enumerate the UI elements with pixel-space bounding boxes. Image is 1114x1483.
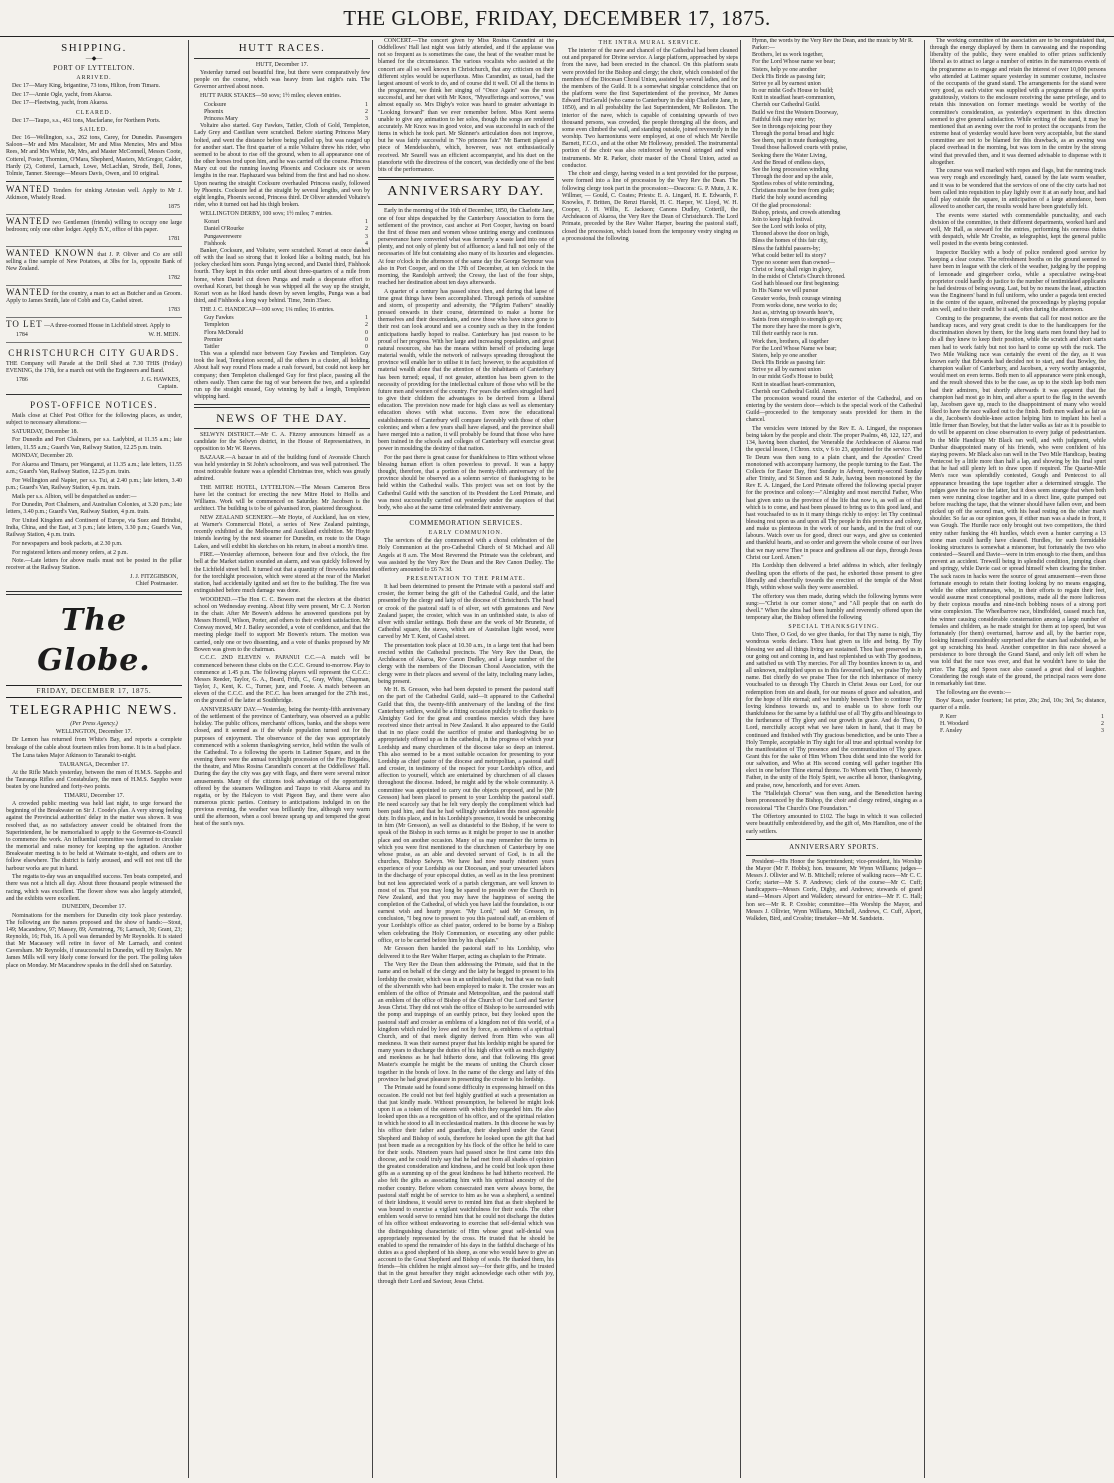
sports-paras-a bbox=[746, 859, 922, 923]
race-report: Banker, Cocksure, and Voltaire, were scratched. Korari at once dashed off with the lead so strong that it looked like a bolting match, but his jockey checked him soon. Punga lying second, and Daniel third, Fishhook fourth. They kept in this order until about three-quarters of a mile from home, when Daniel cut down Punga and made a desperate effort to overhaul Korari, but though he was whipped all the way up the straight, Korari won as he liked hands down by seven lengths, Punga was a bad third, and Fishhook a long way behind. Time, 3min 35sec. bbox=[194, 247, 370, 304]
race-report: Voltaire also started. Guy Fawkes, Tattler, Cloth of Gold, Templeton, Lady Grey and Castilian were scratched. Before starting Princess Mary bolted, and went the distance before being pulled up, but was ranged up for another start. The first quarter of a mile Voltaire threw his rider, who seemed to be about to rise off the ground, when to all appearance one of the other horses trod upon him, and he was carried off the course. Princess Mary cut out the running leaving Phoenix and Cocksure six or seven lengths in the rear. Haphazard was behind from the first and had no show. Upon nearing the straight Cocksure overhauled Princess easily, followed by Phoenix. Cocksure led at the straight by several lengths, and won by eight lengths, Phoenix second, Princess third. Dr Oliver attended Voltaire's rider, who it turned out had his thigh broken. bbox=[194, 123, 370, 208]
result-name: P. Kerr bbox=[940, 714, 957, 721]
result-name: F. Ansley bbox=[940, 728, 963, 735]
early-communion-heading: EARLY COMMUNION. bbox=[428, 530, 504, 537]
postoffice-paragraph: For Wellington and Napier, per s.s. Tui, at 2.40 p.m.; late letters, 3.40 p.m.; Guard's Van, Railway Station, 4 p.m. train. bbox=[6, 477, 182, 491]
result-name: Flora McDonald bbox=[204, 329, 244, 336]
hymn-line: Bless the homes of this fair city, bbox=[752, 238, 828, 245]
telegram-dateline: TIMARU, December 17. bbox=[63, 793, 125, 799]
telegram-paragraph: At the Rifle Match yesterday, between the men of H.M.S. Sappho and the Tauranga Rifles and Constabulary, the men of H.M.S. Sappho were beaten by one hundred and forty-two points. bbox=[6, 770, 182, 791]
advert-number: 1783 bbox=[168, 306, 180, 313]
hymn-line: For the Lord Whose name we bear; bbox=[752, 59, 836, 66]
column-2 bbox=[194, 38, 370, 1478]
postoffice-paragraph: MONDAY, December 20. bbox=[12, 453, 74, 460]
telegram-paragraph: Dr Lemon has returned from White's Bay, and reports a complete breakage of the cable about fourteen miles from home. It is in a bad place. bbox=[6, 737, 182, 751]
news-paras bbox=[194, 432, 370, 829]
hymn-line: Build we first the Western Doorway, bbox=[752, 109, 839, 116]
shipping-entry: Dec 17—Annie Ogle, yacht, from Akaroa. bbox=[12, 91, 113, 98]
result-row bbox=[194, 109, 370, 116]
column-rule bbox=[188, 40, 189, 1478]
postoffice-rank: Chief Postmaster. bbox=[135, 581, 178, 588]
result-row bbox=[194, 337, 370, 344]
result-name: Princess Mary bbox=[204, 116, 238, 123]
advert-head: TO LET bbox=[6, 319, 43, 330]
race-report: This was a splendid race between Guy Fawkes and Templeton. Guy took the lead, Templeton second, all the others in a cluster, all holding. About half way round Flora made a rush forward, but could not keep her company; then Templeton challenged Guy for first place, passing all the others easily. Then came the tug of war between the two, and a splendid run up the straight ensued, Guy winning by half a length, Templeton whipping hard. bbox=[194, 351, 370, 401]
postoffice-intro: Mails close at Chief Post Office for the following places, as under, subject to necessary alterations:— bbox=[6, 413, 182, 427]
sailed-label: SAILED. bbox=[79, 126, 109, 133]
hymn-line: From works done, new works to do; bbox=[752, 302, 838, 309]
service-paragraph: The versicles were intoned by the Rev E. A. Lingard, the responses being taken by the people and choir. The proper Psalms, 48, 122, 127, and 134, having been chanted, the Venerable the Archdeacon of Akaroa read the special lesson, I Chron. xxix, v 6 to 23, appointed for the service. The Te Deum was then sung to a plain chant, and the Apostles' Creed monotoned with accompany harmony, the people turning to the East. The Collects for Easter Day, first Sunday in Advent, twenty-second Sunday after Trinity, and St Simon and St Jude, having been monotoned by the Rev E. A. Lingard, the Lord Primate offered the following special prayer for the province and colony:—"Almighty and most merciful Father, Who hast given unto us the province of the life that now is, as well as of that which is to come, and hast been pleased to bring us to this good land, and hast vouchsafed to us in it many things richly to enjoy: let Thy continual blessing rest upon us and upon all Thy people in this province and colony, and make us plenteous in the work of our hands, and in the fruit of our labours. Watch over us for good, direct our ways, and give us contented and thankful hearts, and so order and govern the whole course of our lives that we may serve Thee in peace and godliness all our days, through Jesus Christ our Lord. Amen." bbox=[746, 425, 922, 561]
result-name: Guy Fawkes bbox=[204, 315, 234, 322]
result-name: Templeton bbox=[204, 322, 230, 329]
sports-paragraph: The following are the events:— bbox=[936, 689, 1011, 696]
hymn-line: Through the door and up the aisle, bbox=[752, 173, 833, 180]
cleared-label: CLEARED. bbox=[75, 109, 113, 116]
hymn-line: Knit in steadfast heart-communion, bbox=[752, 95, 836, 102]
advert-body: that J. P. Oliver and Co are still selling a fine sample of New Potatoes, at 3lbs for 1s, opposite Bank of New Zealand. bbox=[6, 251, 182, 273]
press-agency: (Per Press Agency.) bbox=[70, 721, 118, 728]
hymn-line: Till their earthly race is run. bbox=[752, 331, 818, 338]
special-paras bbox=[746, 632, 922, 835]
advert-signature: W. H. MEIN. bbox=[148, 331, 180, 338]
hymn-line: Strive ye all by earnest union bbox=[752, 367, 821, 374]
advert-footer bbox=[6, 307, 182, 314]
guards-notice: THE Company will Parade at the Drill Shed at 7.30 THIS (Friday) EVENING, the 17th, for a march out with the Engineers and Band. bbox=[6, 360, 182, 375]
result-place: 1 bbox=[1101, 714, 1104, 721]
cleared-list bbox=[6, 118, 182, 125]
result-name: Phoenix bbox=[204, 108, 224, 115]
news-paragraph: ANNIVERSARY DAY.—Yesterday, being the twenty-fifth anniversary of the settlement of the province of Canterbury, was observed as a public holiday. The public offices, merchants' offices, banks, and the shops were closed, and it seemed as if the whole population turned out for the purposes of enjoyment. The observance of the day was appropriately commenced with a solemn thanksgiving service, held within the walls of the Cathedral. To a following the sports in Latimer Square, and in the evening there were the annual torchlight procession of the Fire Brigades, the theatre, and Miss Rosina Carandini's concert at the Oddfellows' Hall. During the day the city was gay with flags, and there were several minor amusements. Many of the citizens took advantage of the opportunity offered by the steamers Wellington and Taupo to visit Akaroa and its regatta, or by the Halcyon to visit Pigeon Bay, and there were also numerous picnic parties. Contrary to anticipations indulged in on the previous evening, the weather was brilliantly fine, although very warm until the afternoon, when a cool breeze sprang up and tempered the great heat of the sun's rays. bbox=[194, 706, 370, 828]
telegram-dateline: WELLINGTON, December 17. bbox=[55, 729, 133, 736]
result-name: Pungawerewere bbox=[204, 233, 242, 240]
advert-footer bbox=[6, 332, 182, 339]
intra-mural-heading: THE INTRA MURAL SERVICE. bbox=[598, 40, 702, 46]
hymn-line: Brothers, let us work together, bbox=[752, 52, 824, 59]
hymn-line: Of the glad processional: bbox=[752, 202, 812, 209]
news-paragraph: THE MITRE HOTEL, LYTTELTON.—The Messrs Cameron Bros have let the contract for erecting the new Mitre Hotel to Hollis and Williams. Work will be commenced on Saturday. Mr Jacobsen is the architect. The building is to be of galvanised iron, plastered throughout. bbox=[194, 484, 370, 513]
news-paragraph: C.C.C. 2ND ELEVEN v. PAPANUI C.C.—A match will be commenced between these clubs on the C.C.C. Ground to-morrow. Play to commence at 1.45 p.m. The following players will represent the C.C.C.: Messrs Reeder, Taylor, G. A., Beard, Frith, C., Gray, White, Chapman, Taylor, J., Kent, K. C., Turner, junr, and Foote. A match between an eleven of the C.C.C. and the P.C.C. has been arranged for the 27th inst., on the ground of the latter at Southbridge. bbox=[194, 655, 370, 705]
postoffice-signature: J. J. FITZGIBBON, bbox=[130, 574, 178, 581]
anniversary-paras bbox=[378, 208, 554, 512]
result-row bbox=[194, 344, 370, 351]
hymn-line: Faithful folk may enter by; bbox=[752, 116, 816, 123]
hymn-line: Tread those hallowed courts with praise, bbox=[752, 145, 848, 152]
hymn-line: Just as, striving up towards heav'n, bbox=[752, 309, 835, 316]
advert-footer bbox=[6, 204, 182, 211]
shipping-heading: SHIPPING. bbox=[61, 42, 127, 54]
guards-heading: CHRISTCHURCH CITY GUARDS. bbox=[8, 347, 180, 358]
advert-body: for the country, a man to act as Butcher and as Groom. Apply to James Smith, late of Cobb and Co, Cashel street. bbox=[6, 291, 182, 305]
sports-paras-b bbox=[930, 38, 1106, 713]
hymn-line: And the Bread of endless days, bbox=[752, 159, 826, 166]
race-results bbox=[194, 315, 370, 351]
advert-body: two Gentlemen (friends) willing to occupy one large bedroom; only one other lodger. Apply B.Y., office of this paper. bbox=[6, 220, 182, 234]
result-place: 0 bbox=[365, 329, 368, 336]
sports-paragraph: Inspector Buckley with a body of police rendered good service by keeping a clear course. The refreshment booths on the ground seemed to have been in league with the clerk of the weather, judging by the popping of lemonade and gingerbeer corks, while a speculative swing-boat proprietor could hardly do justice to the number of tentimidated applicants he had desirous of being swung. Last, but by no means the least, attraction was the Engineers' band in full uniform, who under a pagoda tent erected in the centre of the square, enlivened the proceedings by playing popular airs well, and to their credit be it said, often during the afternoon. bbox=[930, 250, 1106, 314]
divider bbox=[6, 591, 182, 595]
divider bbox=[746, 855, 922, 856]
advertisements bbox=[6, 185, 182, 343]
hymn-line: Strive ye all by earnest union bbox=[752, 80, 821, 87]
intra-paragraph: The choir and clergy, having vested in a tent provided for the purpose, were formed into a line of procession by the Very Rev the Dean. The following clergy took part in the procession:—Deacons: G. P. Mutu, J. K. Willmer, — Gould, C. Coates; Priests: E. A. Lingard, H. E. Edwards, F. Knowles, F. Britten, De Renzi Harold, H. C. Harper, W. Lloyd, W. H. Cooper, J. H. Willis, E. Jackson; Canons Dudley, Cotterill, the Archdeacon of Akaroa, the Very Rev the Dean of Christchurch. The Lord Primate, preceded by the Rev Walter Harper, bearing the pastoral staff, closed the procession, which issued from the temporary vestry singing as a processional the following bbox=[562, 171, 738, 242]
advert-number: 1875 bbox=[168, 203, 180, 210]
intra-paras bbox=[562, 48, 738, 243]
divider bbox=[194, 428, 370, 429]
result-place: 0 bbox=[365, 336, 368, 343]
hymn-line: Deck His Bride as passing fair: bbox=[752, 360, 826, 367]
hymn-line: Cherish our Cathedral Guild. bbox=[752, 102, 821, 109]
hymn-line: In His Name we will pursue bbox=[752, 288, 819, 295]
sports-heading: ANNIVERSARY SPORTS. bbox=[789, 842, 879, 851]
hymn-line: See the long procession winding bbox=[752, 166, 829, 173]
advert-head: WANTED bbox=[6, 184, 50, 195]
presentation-paragraph: The Very Rev the Dean then addressing the Primate, said that in the name and on behalf of the clergy and the laity he begged to present to his lordship the crosier, which was in an unfinished state, but that was no fault of the silversmith who had been employed to make it. The crosier was an emblem of the office of Primate and Metropolitan, and the pastoral staff an emblem of the office of Bishop of the Church of Our Lord and Savior Jesus Christ. They did not wish the office of Bishop to be surrounded with the pomp and trappings of an earthly prince, but they looked upon the pastoral staff and crosier as emblems of a kingdom not of this world, of a kingdom which ruled by love and not by force, as emblems of a spiritual Church, and of that meek dignity derived from Him who was all meekness. It was their earnest prayer that his lordship might be spared for many years to discharge the duties of his high office with as much dignity and meekness as he had hitherto done, and that following His great Master's example he might be the means of uniting the Church closer together in the bonds of love. In the name of the clergy and laity of this province he had great pleasure in presenting the crosier to his lordship. bbox=[378, 962, 554, 1083]
result-name: Cocksure bbox=[204, 101, 227, 108]
hymn-line: In the midst of Christ's Church throned. bbox=[752, 274, 846, 281]
telegram-paragraph: Nominations for the members for Dunedin city took place yesterday. The following are the names proposed and the show of hands:—Stout, 149; Macandrew, 97; Massey, 89; Armstrong, 76; Larnach, 30; Grant, 23; Reynolds, 16; Fish, 16. A poll was demanded by Mr Reynolds. It is stated that Mr Macassey will retire in favor of Mr Larnach, and contest Caversham. Mr Reynolds, if unsuccessful in Dunedin, will try Roslyn. Mr James Mills will very likely come forward for the port. The polling takes place on Monday. Mr Macandrew speaks in the drill shed on Saturday. bbox=[6, 912, 182, 969]
result-name: Fishhook bbox=[204, 240, 226, 247]
presentation-paragraph: The Primate said he found some difficulty in expressing himself on this occasion. He could not but feel highly gratified at such a presentation as that just kindly made. Without presumption, he believed he might look upon it as a token of the esteem with which they regarded him. He also looked upon this as a recognition of his office, and of the spiritual relation in which he stood to all in ecclesiastical matters. In this diocese he was by his office their father and guardian, their shepherd under the Great Shepherd and Bishop of souls, therefore he looked upon the gift that had just been made as a recognition by his flock of the office he held to care for their souls. Nineteen years had passed since he first came into this diocese, and he could truly say that he had met from all shades of opinion the greatest consideration and kindness, and he could but look upon these gifts as a summing up of the great kindness he had hitherto received. He also felt the gifts as associating him with his spiritual ancestry of the mother country. Before whom consecrated men were always borne, the pastoral staff might be of service to him as he was a shepherd, a sentinel of their kindness, it would serve to remind him that as their shepherd he was bound to exercise a vigilant watchfulness for their souls. The other emblem would serve to remind him that he could not discharge the duties of his office without endeavoring to exercise that self-denial which was the distinguishing characteristic of Him whose great self-denial was appropriately represented by the cross. He trusted that he should be enabled to spend the remainder of his days in the faithful discharge of his duties as a good shepherd of his sheep, as one who would have to give an account to the Great Shepherd and Bishop of souls. He thanked them, his friends—his children he might almost say—for their gifts, and he trusted that in the great hereafter they might acknowledge each other with joy, through their Lord and Saviour, Jesus Christ. bbox=[378, 1085, 554, 1285]
presentation-paragraph: Mr H. B. Gresson, who had been deputed to present the pastoral staff on the part of the Cathedral Guild, said—It appeared to the Cathedral Guild that this, the twenty-fifth anniversary of the landing of the first Canterbury settlers, would be a fitting occasion publicly to offer thanks to Almighty God for the great and countless mercies which they have received since their arrival in New Zealand. It also appeared to the Guild that in no place could the sacrifice of praise and thanksgiving be so appropriately offered up as in the cathedral, in the progress of which your Lordship and many churchmen of the diocese take so deep an interest. This also seemed to be a most suitable occasion for presenting to your Lordship as chief pastor of the diocese and metropolitan, a pastoral staff and crosier, in testimony of the respect for your Lordship's office, and affection to yourself, which are entertained by churchmen of all classes throughout the diocese. Indeed, he might add by the whole community. A committee was appointed to carry out the objects proposed, and he (Mr Gresson) had been placed to present to your Lordship the pastoral staff. He need scarcely say that he felt very deeply the compliment which had been paid him, and that he had willingly undertaken this most agreeable duty. In this place, and in his Lordship's presence, it would be unbecoming in him (Mr Gresson), as well as distasteful to the Bishop, if he were to speak of the Bishop in such terms as it might be proper to use in another place and on another occasion. Many of us may remember the terms in which you were first mentioned to the churchmen of Canterbury by one whose praise, as an able and devoted servant of God, is in all the churches, Bishop Selwyn. We have had now nearly nineteen years experience of your Lordship as our Diocesan, and your unwearied labors in the discharge of your episcopal duties, as well as in the less prominent but not less appreciated work of a parish clergyman, are well known to most of us. That you may long be spared to preside over the Church in New Zealand, and that you may have the happiness of seeing the completion of the Cathedral, of which you have laid the foundation, is our earnest wish and hearty prayer. "My Lord," said Mr Gresson, in conclusion, "I beg now to present to you this pastoral staff, an emblem of your Lordship's office as chief pastor, ordered to be borne by a Bishop when celebrating the Holy Communion, or executing any other public office, or to be carried before him by his chaplain." bbox=[378, 687, 554, 944]
advert-head: WANTED bbox=[6, 287, 50, 298]
advert-head: WANTED bbox=[6, 216, 50, 226]
special-paragraph: Unto Thee, O God, do we give thanks, for that Thy name is nigh, Thy wondrous works declare. Thou hast given us life and being. By Thy blessing we and all things living are sustained. Thou hast preserved us in our going out and coming in, and hast replenished us with Thy goodness, and satisfied us with Thy mercies. For all Thy bounties known to us, and all unknown, multiplied upon us in this favoured land, we praise Thy holy name. But chiefly do we praise Thee for the rich inheritance of mercy vouchsafed to us through Thy Church in Christ Jesus our Lord, for our redemption from sin and death, for our means of grace and salvation, and for the hope of life eternal; and we humbly beseech Thee to continue Thy loving kindness towards us, and to enable us to show forth our thankfulness for the same by a faithful use of all Thy gifts and blessings to the furtherance of Thy glory and our growth in grace. And do Thou, O Lord, mercifully accept what we have taken in hand, that it may be continued and finished with Thy gracious benediction, and be unto Thee a Holy Temple, acceptable in Thy sight for all true and spiritual worship for the manifestation of Thy presence and the communication of Thy grace. Grant this for the sake of Him Whom Thou didst send into the world for our salvation, and Who at His second coming will gather together His elect in one before Thine eternal throne. To Whom with Thee, O heavenly Father, in the unity of the Holy Spirit, we ascribe all honor, thanksgiving, and praise, now, henceforth, and for ever. Amen. bbox=[746, 632, 922, 789]
advert bbox=[6, 249, 182, 286]
column-rule bbox=[372, 40, 373, 1478]
hymn-lines bbox=[746, 38, 922, 396]
hymn-line: In our midst God's House to build; bbox=[752, 88, 834, 95]
service-paragraph: The procession wound round the exterior of the Cathedral, and on entering by the western door—which is the special work of the Cathedral Guild—proceeded to the temporary seats provided for them in the chancel. bbox=[746, 395, 922, 424]
advert-body: —A three-roomed House in Lichfield street. Apply to bbox=[44, 323, 171, 330]
news-paragraph: FIRE.—Yesterday afternoon, between four and five o'clock, the fire bell at the Market station sounded an alarm, and was quickly followed by the Lichfield street bell. It turned out that a quantity of fireworks intended for the torchlight procession, which were stored at the rear of the Market station, had accidentally ignited and set fire to the building. The fire was extinguished before much damage was done. bbox=[194, 552, 370, 594]
anniversary-paragraph: A quarter of a century has passed since then, and during that lapse of time great things have been accomplished. Through periods of sunshine and storm, of prosperity and adversity, the "Pilgrim Fathers" steadily pressed onwards in their course, determined to make a home for themselves and their descendants, and now those who have since gone to their rest can look around and see a country such as they in the fondest anticipations hardly hoped to realise. Canterbury has just reason to be proud of her progress. With her large and increasing population, and great natural resources, she has the means within herself of producing large material wealth, while the network of railways spreading throughout the province will enable her to utilise it in fact; however, to the acquisition of material wealth alone that the attention of the inhabitants of Canterbury has been turned; equal, if not greater, attention has been given to the necessity of providing for the intellectual culture of those who will be the future men and women of the country. For years the settlers struggled hard to give their children the advantages to be derived from a liberal education. The provision now made for high class as well as elementary education shows with what success. Even now the educational establishments of Canterbury will compare favorably with those of other colonies; and when a few years shall have elapsed, and the province shall have merged into a nation, it will probably be found that those who have been trained in the schools and colleges of Canterbury will exercise great power in moulding the destiny of that nation. bbox=[378, 288, 554, 453]
postoffice-paragraph: Mails per s.s. Albion, will be despatched as under:— bbox=[12, 493, 137, 500]
service-paragraph: His Lordship then delivered a brief address in which, after feelingly dwelling upon the efforts of the past, he exhorted those present to give liberally and cheerfully towards the erection of the temple of the Most High, within whose walls they were assembled. bbox=[746, 563, 922, 591]
postoffice-paragraph: For registered letters and money orders, at 2 p.m. bbox=[12, 549, 128, 556]
hymn-line: Hark! the holy sound ascending bbox=[752, 195, 827, 202]
sports-paragraph: Boys' Race, under fourteen; 1st prize, 20s; 2nd, 10s; 3rd, 5s; distance, quarter of a mile. bbox=[930, 698, 1106, 712]
postoffice-paragraph: For Akaroa and Timaru, per Wanganui, at 11.35 a.m.; late letters, 11.55 a.m.; Guard's Van, Railway Station, 12.25 p.m. train. bbox=[6, 461, 182, 476]
postoffice-paragraph: For Dunedin and Port Chalmers, per s.s. Ladybird, at 11.35 a.m.; late letters, 11.55 a.m.; Guard's Van, Railway Station, 12.25 p.m. train. bbox=[6, 437, 182, 451]
shipping-entry: Dec 17—Taupo, s.s., 461 tons, Macfarlane, for Northern Ports. bbox=[12, 117, 161, 124]
advert-body: Tenders for sinking Artesian well. Apply to Mr J. Atkinson, Whately Road. bbox=[6, 188, 182, 202]
result-place: 4 bbox=[365, 240, 368, 247]
result-name: Korari bbox=[204, 219, 220, 226]
news-paragraph: BAZAAR.—A bazaar in aid of the building fund of Avonside Church was held yesterday in St John's schoolroom, and was well patronised. The most noticeable feature was a splendid Christmas tree, which was greatly admired. bbox=[194, 454, 370, 483]
hymn-line: For the Lord Whose Name we bear; bbox=[752, 345, 837, 352]
sports-paragraph: President—His Honor the Superintendent; vice-president, his Worship the Mayor (Mr F. Hobbs); hon. treasurer, Mr Wynn Williams; judges—Messrs J. Ollivier and W. B. Mitchell; referee of walking races—Mr C. C. Corfe; starter—Mr S. P. Andrews; clerk of the course—Mr C. Cuff; handicappers—Messrs Corfe, Digby, and Andrews; stewards of grand stand—Messrs Alport and Walkden; steward for entries—Mr F. C. Hall; hon sec—Mr R. P. Crosbie; committee—His Worship the Mayor, and Messrs J. Ollivier, Wynn Williams, Mitchell, Andrews, C. Cuff, Alport, Walkden, Bird, and Crosbie; timetaker—Mr M. Sandstein. bbox=[746, 858, 922, 922]
result-row bbox=[194, 102, 370, 109]
service-paras bbox=[746, 396, 922, 622]
advert-text bbox=[6, 289, 182, 305]
hymn-line: Throned above the door on high, bbox=[752, 231, 830, 238]
hymn-line: Christians must be free from guile; bbox=[752, 188, 835, 195]
presentation-paragraph: Mr Gresson then handed the pastoral staff to his Lordship, who delivered it to the Rev Walter Harper, acting as chaplain to the Primate. bbox=[378, 946, 554, 960]
race-title: THE J. C. HANDICAP—100 sovs; 1¼ miles; 16 entries. bbox=[200, 306, 335, 313]
result-place: 3 bbox=[365, 233, 368, 240]
result-place: 3 bbox=[365, 116, 368, 123]
result-place: 2 bbox=[1101, 721, 1104, 728]
postoffice-paragraph: For newspapers and book packets, at 2.30 p.m. bbox=[12, 541, 123, 547]
nameplate: The Globe. bbox=[37, 602, 151, 678]
column-rule bbox=[740, 40, 741, 1478]
result-place: 2 bbox=[365, 108, 368, 115]
anniversary-paragraph: For the past there is great cause for thankfulness to Him without whose blessing human effort is often powerless to prevail. It was a happy thought, therefore, that a portion of the twenty-fifth anniversary of the province should be observed as a solemn service of thanksgiving to be held within the Cathedral walls. This project was set on foot by the Cathedral Guild with the sanction of its President the Lord Primate, and was most successfully carried out yesterday under the auspices of that body, who also at the same time celebrated their anniversary. bbox=[378, 454, 554, 511]
result-row bbox=[194, 241, 370, 248]
hymn-line: In our midst God's House to build; bbox=[752, 374, 834, 381]
hymn-line: Sisters, help ye one another bbox=[752, 352, 817, 359]
service-paragraph: The offertory was then made, during which the following hymns were sung:—"Christ is our corner stone," and "All people that on earth do dwell." When the alms had been humbly and reverently offered upon the temporary altar, the Bishop offered the following bbox=[746, 593, 922, 621]
postoffice-paragraph: SATURDAY, December 18. bbox=[12, 428, 79, 435]
concert-paras bbox=[378, 38, 554, 174]
advert-footer bbox=[6, 275, 182, 282]
hymn-line: Cherish our Cathedral Guild. Amen. bbox=[752, 388, 838, 395]
column-4 bbox=[562, 38, 738, 1478]
result-name: Tattler bbox=[204, 343, 220, 350]
result-place: 2 bbox=[365, 226, 368, 233]
result-row bbox=[930, 721, 1106, 728]
hymn-line: Seeking there the Water Living, bbox=[752, 152, 827, 159]
result-name: Premier bbox=[204, 336, 223, 343]
hymn-line: Christ or long shall reign in glory, bbox=[752, 267, 832, 273]
column-5 bbox=[746, 38, 922, 1478]
result-row bbox=[194, 234, 370, 241]
arrived-list bbox=[6, 83, 182, 107]
result-place: 1 bbox=[365, 219, 368, 226]
hymn-line: Work then, brothers, all together bbox=[752, 338, 829, 345]
telegram-dateline: DUNEDIN, December 17. bbox=[62, 904, 126, 911]
column-rule bbox=[556, 40, 557, 1478]
hymn-line: Saints from strength to strength go on; bbox=[752, 317, 843, 324]
shipping-entry: Dec 17—Mary King, brigantine, 73 tons, Hilton, from Timaru. bbox=[12, 83, 161, 90]
telegram-dateline: TAURANGA, December 17. bbox=[59, 761, 129, 768]
column-1 bbox=[6, 38, 182, 1478]
sports-paragraph: The working committee of the association are to be congratulated that, through the energy displayed by them in canvassing and the responding liberality of the public, they were enabled to offer prizes sufficiently liberal as to attract so large a number of entries in the numerous events of the programme as to engage and retain the interest of over 10,000 persons who attended at Latimer square yesterday in summer costume, inclusive of the occupants of the grand stand. The arrangements for the stand were very good, as each visitor was supplied with a programme of the sports gratuitously, visitors to the enclosure receiving the same privilege, and to retain this innovation on former meetings would be worthy of the committee's consideration, as yesterday's experiment in this direction seemed to give general satisfaction. While writing of the stand, it may be mentioned that an awning over the roof to protect the occupants from the extreme heat of yesterday would have been very acceptable, but the stand committee are not to be blamed for this drawback, as an awning was placed overhead in the morning, but was torn in the centre by the strong wind that prevailed then, and it was deemed advisable to dispense with it altogether. bbox=[930, 38, 1106, 166]
advert-text bbox=[6, 186, 182, 202]
hymn-line: Sisters, help ye one another bbox=[752, 66, 817, 73]
concert-paragraph: CONCERT.—The concert given by Miss Rosina Carandini at the Oddfellows' Hall last night was fairly attended, and if the applause was not so frequent as is sometimes the case, the heat of the weather must be blamed for the circumstance. The various vocalists who assisted at the concert are all so well known in Christchurch, that any criticism on their different styles would be superfluous. Miss Carandini, as usual, had the largest amount of work to do, and of course did it well. Of all the items in the programme, we think her singing of "Once Again" was the most successful, and her duet with Mr Knox, "Mysufferings and sorrows," was almost equally so. Mrs Digby's voice was heard to greater advantage in "Looking forward" than we ever remember before. Miss Kent seems unable to give any animation to her solos, though the songs are rendered accurately. Mr Knox was in good voice, and was successful in each of the items in which he took part. Mr Skinner's articulation does not improve, but he was fairly successful in "No princess fair." Mr Barnett played a piece of Mendelssohn's, which, however, was not enthusiastically received. Mr Searell was an efficient accompanyist, and his duet on the pianoforte with the directress of the concert, was decidedly one of the best bits of the performance. bbox=[378, 38, 554, 173]
result-place: 1 bbox=[365, 315, 368, 322]
advert-footer bbox=[6, 236, 182, 243]
hymn-line: Spotless robes of white reminding, bbox=[752, 181, 834, 188]
presentation-paragraph: The presentation took place at 10.30 a.m., in a large tent that had been erected within the Cathedral precincts. The Very Rev the Dean, the Archdeacon of Akaroa, Rev Canon Dudley, and a large number of the clergy with the members of the Diocesan Choral Association, with the clergy were in their places and several of the laity, including many ladies, being present. bbox=[378, 642, 554, 685]
advert-text bbox=[6, 247, 182, 273]
telegram-paragraph: The regatta to-day was an unqualified success. Ten boats competed, and there was not a hitch all day. About three thousand people witnessed the racing, which was excellent. The flower show was also largely attended, and the exhibits were excellent. bbox=[6, 874, 182, 902]
telegram-paragraph: A crowded public meeting was held last night, to urge forward the beginning of the Breakwater on Sir J. Coode's plan. A very strong feeling against the Provincial authorities' delay in the matter was shown. It was resolved that, as no satisfactory answer could be obtained from the Superintendent, he be memorialised to apply to the Governor-in-Council to commence the work. An influential committee was formed to circulate the memorial and raise money for keeping up the agitation. Another Breakwater meeting is to be held at Waimate to-night, and others are to follow elsewhere. The district is fairly aroused, and will not rest till the harbour works are put in hand. bbox=[6, 801, 182, 872]
presentation-paragraph: It had been determined to present the Primate with a pastoral staff and crosier, the former being the gift of the Cathedral Guild, and the latter presented by the clergy and laity of the diocese of Christchurch. The head or crook of the pastoral staff is of silver, set with gemstones and New Zealand jasper, the crosier, which was in an unfinished state, is also of silver with similar settings. Both these are the work of Mr Brunette, of Cathedral square, the staves, which are of Australian light wood, were carved by Mr T. Kent, of Cashel street. bbox=[378, 584, 554, 641]
postoffice-heading: POST-OFFICE NOTICES. bbox=[30, 400, 158, 410]
sailed-list bbox=[6, 135, 182, 178]
hymn-line: Bishop, priests, and crowds attending bbox=[752, 209, 841, 216]
commemoration-heading: COMMEMORATION SERVICES. bbox=[409, 519, 523, 528]
postoffice-paragraph: For Dunedin, Port Chalmers, and Australian Colonies, at 3.20 p.m.; late letters, 3.40 p.m.; Guard's Van, Railway Station, 4 p.m. train. bbox=[6, 502, 182, 516]
divider bbox=[378, 204, 554, 205]
hymn-line: Knit in steadfast heart-communion, bbox=[752, 381, 836, 388]
arrived-label: ARRIVED. bbox=[76, 75, 112, 81]
advert-text bbox=[6, 321, 182, 330]
result-place: 2 bbox=[365, 322, 368, 329]
hymn-line: Through the portal broad and high: bbox=[752, 131, 835, 138]
race-title: HUTT PARK STAKES—50 sovs; 1½ miles; eleven entries. bbox=[200, 93, 342, 100]
intra-paragraph: The interior of the nave and chancel of the Cathedral had been cleaned out and prepared for Divine service. A large platform, approached by steps from the nave, had been erected in the chancel. On this platform seats were provided for the Bishop and clergy; the choir, which consisted of the members of the Diocesan Choral Union, assisted by several ladies, and for the members of the Guild. It is a somewhat singular coincidence that on the platform were the first Superintendent of the province, Mr James Edward FitzGerald (who came to Canterbury in the ship Charlotte Jane, in 1850), and in all probability the last Superintendent, Mr Rolleston. The interior of the nave, which is capable of containing upwards of two thousand persons, was crowded, the people thronging all the doors, and some even climbed the wall, and standing outside, joined reverently in the worship. Two harmoniums were employed, at one of which Mr Neville Barnett, F.C.O., and at the other Mr Holloway, presided. The instrumental portion of the choir was also reinforced by several stringed and wind instruments. Mr R. Parker, choir master of the Choral Union, acted as conductor. bbox=[562, 48, 738, 169]
result-place: 0 bbox=[365, 343, 368, 350]
boys-race-results bbox=[930, 714, 1106, 735]
postoffice-paragraph: Note.—Late letters for above mails must not be posted in the pillar receiver at the Railway Station. bbox=[6, 558, 182, 572]
advert-text bbox=[6, 218, 182, 234]
postoffice-paras bbox=[6, 429, 182, 573]
result-row bbox=[194, 226, 370, 233]
hymn-line: God hath blessed our first beginning; bbox=[752, 281, 840, 288]
shipping-entry: Dec 17—Fleetwing, yacht, from Akaroa. bbox=[12, 100, 109, 107]
hymn-line: Greater works, fresh courage winning bbox=[752, 295, 842, 302]
result-row bbox=[194, 219, 370, 226]
telegraphic-heading: TELEGRAPHIC NEWS. bbox=[10, 703, 178, 719]
result-row bbox=[930, 728, 1106, 735]
divider bbox=[194, 58, 370, 59]
issue-date: FRIDAY, DECEMBER 17, 1875. bbox=[6, 685, 182, 698]
divider bbox=[746, 839, 922, 840]
hymn-line: See them, rapt in mute thanksgiving, bbox=[752, 138, 839, 145]
advert bbox=[6, 288, 182, 318]
port-heading: PORT OF LYTTELTON. bbox=[53, 64, 135, 72]
telegraphic-items bbox=[6, 729, 182, 970]
hymn-line: What could better tell its story? bbox=[752, 252, 827, 259]
sports-paragraph: The events were started with commendable punctuality, and each division of the committee, in their different departments, worked hard and well, Mr Hall, as steward for the entries, performing his onerous duties with despatch, while Mr Crosbie, as telegraphist, kept the general public well posted in the events being contested. bbox=[930, 212, 1106, 248]
hymn-line: Bless the faithful passers-by; bbox=[752, 245, 821, 252]
advert-head: WANTED KNOWN bbox=[6, 247, 95, 258]
sports-paragraph: Coming to the programme, the events that call for most notice are the handicap races, and very great credit is due to the handicappers for the discrimination shown by them, for the long starts men found they had to do all they knew to keep their position, while the scratch and short starts men had to work fairly but not too hard to come up with the ruck. The Two Mile Walking race was certainly the event of the day, as it was known early that Edwards had decided not to start, and that Bowley, the champion walker of Canterbury, and Jacobsen, a very worthy antagonist, would meet on even terms. Both men to all appearance were pink enough, and the result showed this to be the case, as up to the sixth lap both men had their admirers, but shortly afterwards it was apparent that the champion had most go in him, and after a spurt to the flag in the seventh lap, Jacobsen gave up, much to the disappointment of many who would liked to have the race walked out to the finish. Both men walked as fair as a die, Jacobsen's double-knee action helping him to implant his heel a little firmer than Bowley, but that the latter walks as fair as it is possible to do will be apparent on close observation to every judge of pedestrianism. In the Mile Handicap Mr Black ran well, and with judgment, while Dunbar disappointed many of his friends, who were confident of his staying powers. Mr Black also ran well in the Two Mile Handicap, beating Pentecost by a little more than half a lap, and showing by his final spurt that he had still plenty left to draw upon if required. The Quarter-Mile Men's race was splendidly contested, Gough and Pentecost to all appearance breasting the tape together after a determined struggle. The judges gave the race to the latter, but it does seem strange that when both men were running close together and in a direct line, quite pumped out before reaching the tape, that the winner should have fallen over, and been picked up off the second man, with his head resting on the other man's shoulder. So far as our opinion goes, if either man was a shade in front, it was Gough. The Hurdle race only brought out two competitors, the third entry rather funking the 4ft hurdles, which even a hunter carrying a 13 stone man could hardly have cleared. Hurdles, for such formidable looking structures is somewhat a misnomer, but fortunately the two who contested—Searell and Davie—were in trim enough to rise them, and thus prevent an accident. Treweill being in splendid condition, jumping clean and springy, while Davie cast or spread himself when clearing the timber. The sack races in hacks were the source of great amusement—even those fortunate enough to retain their footing looking by no means engaging, while the other unfortunates, who, in their efforts to regain their feet, would assume most conceptional positions, made all the more ludicrous by their copious mouths and nine-inch bobbing noses of a strong port wine complexion. The Wheelbarrow race, blindfolded, caused much fun, the winner causing considerable consternation among a large number of females and children, as he made straight for them at top speed, but was fortunately (for them) overturned, barrow and all, by the barrier rope, looking himself considerably surprised after the stars had subsided, as he got up scratching his head. Another competitor in this race showed a persistence to bore through the Grand Stand, and only left off when he was told that the race was over, and that he wouldn't have to take the prize. The Egg and Spoon race also caused a great deal of laughter. Considering the rough state of the ground, the principal races were done in remarkably fast time. bbox=[930, 315, 1106, 687]
shipping-entry: Dec 16—Wellington, s.s., 262 tons, Carey, for Dunedin. Passengers Saloon—Mr and Mrs Macalister, Mr and Miss Menzies, Mrs and Miss Rees, Mr and Mrs White, Mr, Mrs, and Master McConnell, Messrs Coote, Cotterel, Foster, Thornton, O'Mara, Shepherd, Masters, McGregor, Calder, Hardy (2), Cotterel, Larnach, Lowe, McLachlan, Strode, Bell, Jones, Tolmie, Tanner. Steerage—Messrs Davis, Owen, and 10 original. bbox=[6, 135, 182, 177]
news-paragraph: WOODEND.—The Hon C. C. Bowen met the electors at the district school on Wednesday evening. About fifty were present, Mr C. J. Norton in the chair. After Mr Bowen's address he answered questions put by Messrs Horrell, Wilson, Porter, and others to their evident satisfaction. Mr Conway moved, Mr J. Bailey seconded, a vote of confidence, and that the meeting pledge itself to support Mr Bowen's return. The motion was carried, only one or two dissenting, and a vote of thanks proposed by Mr Bowen was given to the chairman. bbox=[194, 596, 370, 653]
advert-number: 1781 bbox=[168, 235, 180, 242]
column-6 bbox=[930, 38, 1106, 1478]
hutt-heading: HUTT RACES. bbox=[238, 42, 326, 54]
presentation-heading: PRESENTATION TO THE PRIMATE. bbox=[406, 575, 526, 582]
telegram-paragraph: The Luna takes Major Atkinson to Taranaki to-night. bbox=[12, 753, 137, 760]
hymn-line: Join to keep high festival. bbox=[752, 216, 813, 223]
result-place: 3 bbox=[1101, 728, 1104, 735]
guards-signature: 1786 J. G. HAWKES, bbox=[16, 376, 180, 383]
news-paragraph: NEW ZEALAND SCENERY.—Mr Hoyte, of Auckland, has on view, at Warner's Commercial Hotel, a series of New Zealand paintings, recently exhibited at the Melbourne and Auckland exhibition. Mr Hoyte intends leaving by the next steamer for Dunedin, en route to the Otago Lakes, and will exhibit his sketches on his return, in about a month's time. bbox=[194, 514, 370, 550]
advert bbox=[6, 217, 182, 247]
hymn-line: See in throngs rejoicing pour they bbox=[752, 123, 832, 130]
divider bbox=[6, 181, 182, 182]
divider bbox=[378, 515, 554, 516]
postoffice-paragraph: For United Kingdom and Continent of Europe, via Suez and Brindisi, India, China, and the East, at 3 p.m.; late letters, 3.30 p.m.; Guard's Van, Railway Station, 4 p.m. train. bbox=[6, 518, 182, 539]
race-title: WELLINGTON DERBY, 100 sovs; 1½ miles; 7 entries. bbox=[200, 210, 333, 217]
divider bbox=[194, 404, 370, 408]
advert bbox=[6, 185, 182, 215]
news-paragraph: SELWYN DISTRICT.—Mr C. A. Fitzroy announces himself as a candidate for the Selwyn district, in the House of Representatives, in opposition to Mr W. Reeves. bbox=[194, 431, 370, 452]
special-paragraph: The "Hallelujah Chorus" was then sung, and the Benediction having been pronounced by the Bishop, the choir and clergy retired, singing as a recessional "The Church's One Foundation." bbox=[746, 791, 922, 812]
hymn-line: The more they have the more is giv'n, bbox=[752, 324, 842, 331]
masthead: THE GLOBE, FRIDAY, DECEMBER 17, 1875. bbox=[0, 0, 1114, 37]
hutt-intro: Yesterday turned out beautiful fine, but there were comparatively few people on the course, which was heavy from last night's rain. The Governor arrived about noon. bbox=[194, 70, 370, 91]
divider bbox=[6, 394, 182, 395]
result-name: Daniel O'Rourke bbox=[204, 226, 244, 233]
special-paragraph: The Offertory amounted to £102. The bags in which it was collected were beautifully embroidered by, and the gift of, Mrs Hamilton, one of the early settlers. bbox=[746, 814, 922, 835]
ornament: —◆— bbox=[85, 56, 103, 62]
hymn-line: Hymn, the words by the Very Rev the Dean, and the music by Mr R. Parker:— bbox=[752, 38, 914, 52]
sports-paragraph: The course was well marked with ropes and flags, but the running track was very rough and exceedingly hard, caused by the late warm weather, and it was to be wondered that the services of one of the city carts had not been called into requisition to play lightly over it at an early hour, and had full play outside the square, in anticipation of a large attendance, been allowed to another cart, the results would have been gratefully felt. bbox=[930, 168, 1106, 211]
anniversary-paragraph: Early in the morning of the 16th of December, 1850, the Charlotte Jane, one of four ships despatched by the Canterbury Association to form the settlement of the province, cast anchor at Port Cooper, having on board the first of those men and women whose untiring energy and continuous perseverance have converted what was formerly a waste land into one of plenty, and not only of plenty but of affluence; a land full not only of the necessaries of life but containing also many of its luxuries and elegancies. At four o'clock in the afternoon of the same day the George Seymour was also in Port Cooper, and on the 17th of December, at ten o'clock in the morning, the Randolph arrived; the Cressy, the last of the four ships, reached her destination about ten days afterwards. bbox=[378, 208, 554, 287]
result-row bbox=[194, 330, 370, 337]
column-rule bbox=[924, 40, 925, 1478]
advert-number: 1782 bbox=[168, 274, 180, 281]
result-row bbox=[930, 714, 1106, 721]
result-row bbox=[194, 315, 370, 322]
guards-rank: Captain. bbox=[157, 383, 178, 390]
divider bbox=[378, 177, 554, 181]
early-communion-text: The services of the day commenced with a choral celebration of the Holy Communion at the pro-Cathedral Church of St Michael and All Angels at 8 a.m. The Most Reverend the Primate was the celebrant, and was assisted by the Very Rev the Dean and the Rev Canon Dudley. The offertory amounted to £6 7s 3d. bbox=[378, 538, 554, 573]
advert bbox=[6, 320, 182, 343]
result-row bbox=[194, 322, 370, 329]
anniversary-heading: ANNIVERSARY DAY. bbox=[387, 184, 545, 200]
column-3 bbox=[378, 38, 554, 1478]
hutt-dateline: HUTT, December 17. bbox=[255, 62, 309, 68]
race-results bbox=[194, 102, 370, 123]
advert-number: 1784 bbox=[16, 331, 28, 338]
hymn-line: Deck His Bride as passing fair; bbox=[752, 73, 826, 80]
hymn-line: Type no sooner seen than owned— bbox=[752, 259, 835, 266]
result-name: H. Woodard bbox=[940, 721, 969, 728]
hymn-line: See the Lord with looks of pity, bbox=[752, 224, 827, 231]
presentation-paras bbox=[378, 584, 554, 1286]
race-results bbox=[194, 219, 370, 248]
special-thanksgiving-heading: SPECIAL THANKSGIVING. bbox=[788, 624, 880, 631]
result-place: 1 bbox=[365, 101, 368, 108]
news-heading: NEWS OF THE DAY. bbox=[216, 410, 348, 425]
